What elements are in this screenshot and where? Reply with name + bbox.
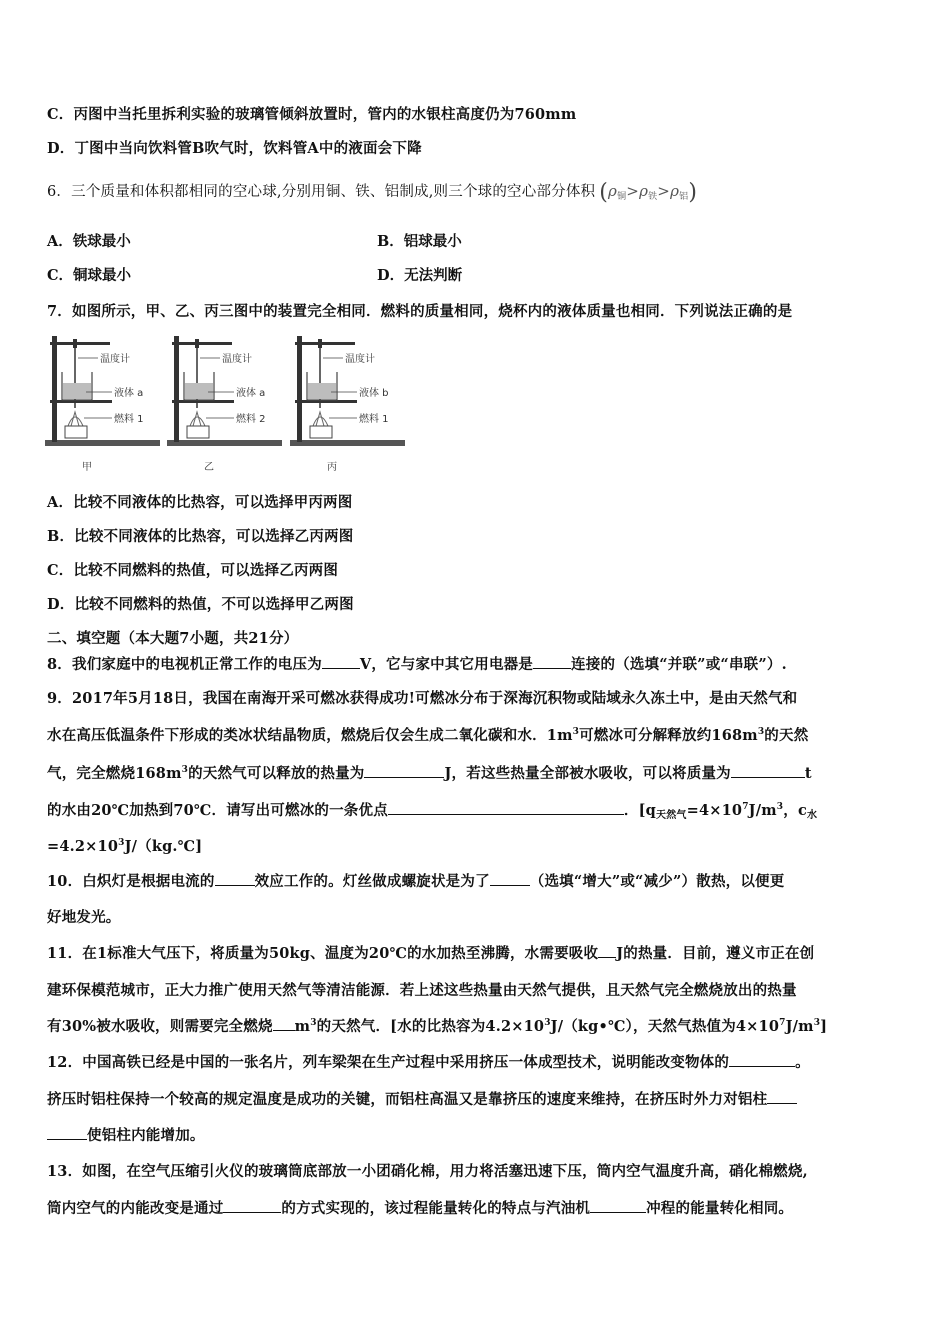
q8-blank-connection[interactable]	[533, 654, 571, 669]
q7-option-c: C．比较不同燃料的热值，可以选择乙丙两图	[47, 562, 339, 579]
jia-liquid-label: 液体 a	[114, 388, 144, 399]
q12-line3: 使铝柱内能增加。	[47, 1124, 205, 1145]
q9-line5: $=4.2\times 10^3J/(kg.℃]$	[47, 838, 203, 855]
q13-line2: 筒内空气的内能改变是通过 的方式实现的，该过程能量转化的特点与汽油机 冲程的能量转化相同。	[47, 1200, 794, 1217]
q11-blank-heat[interactable]	[598, 943, 616, 958]
q9-blank-heat[interactable]	[364, 763, 444, 778]
q12-blank-work-part2[interactable]	[47, 1125, 87, 1140]
q7-option-d: D．比较不同燃料的热值，不可以选择甲乙两图	[47, 596, 354, 613]
q6-option-d: D．无法判断	[377, 267, 463, 284]
q8: 8．我们家庭中的电视机正常工作的电压为 V，它与家中其它用电器是 连接的（选填“并联”或“串联”）.	[47, 656, 787, 673]
jia-caption: 甲	[82, 462, 92, 473]
q6-density-relation: $(\rho_铜>\rho_铁>\rho_铝)$	[599, 180, 698, 205]
yi-thermometer-label: 温度计	[222, 354, 252, 365]
q7-figure	[40, 328, 410, 478]
apparatus-yi	[167, 336, 282, 473]
jia-thermometer-label: 温度计	[100, 354, 130, 365]
q11-line2: 建环保模范城市，正大力推广使用天然气等清洁能源．若上述这些热量由天然气提供，且天然气完全燃烧放出的热量	[47, 982, 797, 999]
q10-line1: 10．白炽灯是根据电流的 效应工作的。灯丝做成螺旋状是为了 （选填“增大”或“减少”）散热，以便更	[47, 873, 785, 890]
yi-fuel-label: 燃料 2	[236, 414, 266, 425]
q13-line1: 13．如图，在空气压缩引火仪的玻璃筒底部放一小团硝化棉，用力将活塞迅速下压，筒内空气温度升高，硝化棉燃烧,	[47, 1163, 808, 1180]
section2-title: 二、填空题（本大题7小题，共21分）	[47, 630, 299, 647]
q9-blank-mass[interactable]	[731, 763, 805, 778]
q12-blank-work-part1[interactable]	[767, 1089, 797, 1104]
q13-blank-stroke[interactable]	[590, 1198, 646, 1213]
q10-line2: 好地发光。	[47, 909, 121, 926]
jia-fuel-label: 燃料 1	[114, 414, 144, 425]
bing-thermometer-label: 温度计	[345, 354, 375, 365]
yi-liquid-label: 液体 a	[236, 388, 266, 399]
q10-blank-effect[interactable]	[215, 871, 255, 886]
q8-blank-voltage[interactable]	[322, 654, 360, 669]
apparatus-bing	[290, 336, 405, 473]
q6-stem	[47, 180, 697, 205]
q7-option-a: A．比较不同液体的比热容，可以选择甲丙两图	[47, 494, 353, 511]
q10-blank-increase[interactable]	[490, 871, 530, 886]
q9-blank-advantage[interactable]	[388, 800, 624, 815]
q9-line3: 气，完全燃烧$168m^3$的天然气可以释放的热量为 J，若这些热量全部被水吸收，可以将质量为 t	[47, 765, 812, 782]
apparatus-jia	[45, 336, 160, 473]
q6-option-a: A．铁球最小	[47, 233, 131, 250]
yi-caption: 乙	[204, 462, 214, 473]
q11-line1: 11．在1标准大气压下，将质量为50kg、温度为20℃的水加热至沸腾，水需要吸收 J的热量．目前，遵义市正在创	[47, 945, 815, 962]
q13-blank-method[interactable]	[223, 1198, 281, 1213]
q6-stem-text: 6．三个质量和体积都相同的空心球,分别用铜、铁、铝制成,则三个球的空心部分体积	[47, 184, 596, 200]
q12-line2: 挤压时铝柱保持一个较高的规定温度是成功的关键，而铝柱高温又是靠挤压的速度来维持，在挤压时外力对铝柱	[47, 1088, 797, 1109]
bing-fuel-label: 燃料 1	[359, 414, 389, 425]
q9-line1: 9．2017年5月18日，我国在南海开采可燃冰获得成功!可燃冰分布于深海沉积物或陆域永久冻土中，是由天然气和	[47, 690, 798, 707]
bing-liquid-label: 液体 b	[359, 388, 389, 399]
q11-line3: 有30%被水吸收，则需要完全燃烧 $m^3$的天然气．[水的比热容为$4.2\times 10^3J/(kg•℃)$，天然气热值为$4\times 10^7J/m^3$]	[47, 1018, 828, 1035]
q9-line2: 水在高压低温条件下形成的类冰状结晶物质，燃烧后仅会生成二氧化碳和水．$1m^3$可燃冰可分解释放约$168m^3$的天然	[47, 727, 809, 744]
q6-option-c: C．铜球最小	[47, 267, 132, 284]
q5-option-d: D．丁图中当向饮料管B吹气时，饮料管A中的液面会下降	[47, 140, 422, 157]
bing-caption: 丙	[327, 462, 337, 473]
q9-line4: 的水由20℃加热到70℃．请写出可燃冰的一条优点 ．[$q_{天然气}=4\times 10^7J/m^3$，$c_水$	[47, 802, 818, 821]
q12-blank-shape[interactable]	[729, 1052, 795, 1067]
q12-line1: 12．中国高铁已经是中国的一张名片，列车梁架在生产过程中采用挤压一体成型技术，说明能改变物体的 。	[47, 1054, 810, 1071]
q6-option-b: B．铝球最小	[377, 233, 462, 250]
q7-stem: 7．如图所示，甲、乙、丙三图中的装置完全相同．燃料的质量相同，烧杯内的液体质量也相同．下列说法正确的是	[47, 303, 793, 320]
q11-blank-volume[interactable]	[273, 1016, 295, 1031]
q5-option-c: C．丙图中当托里拆利实验的玻璃管倾斜放置时，管内的水银柱高度仍为760mm	[47, 106, 577, 123]
q7-option-b: B．比较不同液体的比热容，可以选择乙丙两图	[47, 528, 354, 545]
